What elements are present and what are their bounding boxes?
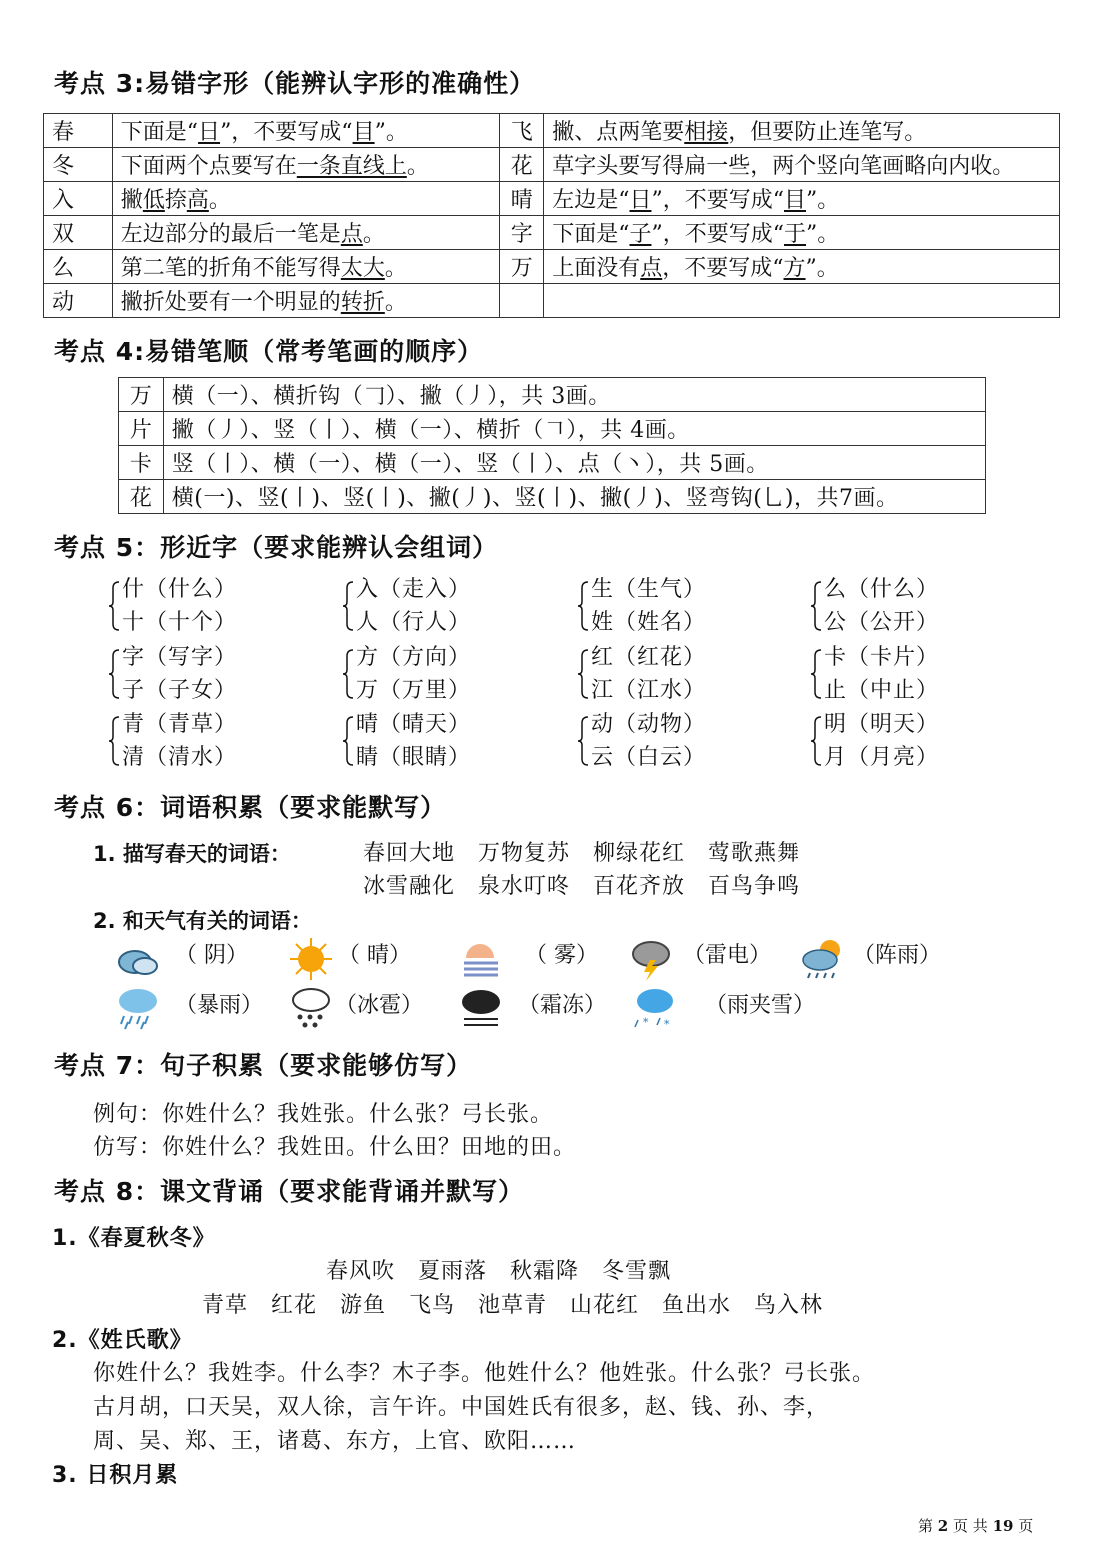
desc-cell: 撇折处要有一个明显的转折。: [112, 284, 500, 318]
brace-icon: [810, 715, 822, 767]
similar-char-pair: [577, 708, 706, 774]
char-word-2: 止（中止）: [824, 678, 940, 703]
char-word-1: 方（方向）: [356, 645, 472, 670]
desc-cell: 下面是“日”，不要写成“目”。: [112, 114, 500, 148]
section8-title: 考点 8：课文背诵（要求能背诵并默写）: [54, 1177, 525, 1206]
weather-label: （暴雨）: [175, 993, 264, 1018]
char-word-2: 清（清水）: [122, 745, 238, 770]
similar-char-pair: [810, 708, 939, 774]
weather-label: （ 阴）: [175, 943, 248, 968]
shower-icon: [800, 936, 846, 982]
table-row: [44, 114, 1060, 148]
svg-text:*: *: [643, 1016, 649, 1029]
brace-icon: [577, 580, 589, 632]
similar-char-pair: [342, 573, 471, 639]
stroke-order-cell: 竖（丨）、横（一）、横（一）、竖（丨）、点（丶），共 5画。: [163, 446, 985, 480]
char-cell: 么: [44, 250, 113, 284]
char-cell: 万: [119, 378, 164, 412]
char-word-1: 入（走入）: [356, 577, 472, 602]
table-row: [44, 148, 1060, 182]
brace-icon: [342, 580, 354, 632]
weather-label: （阵雨）: [853, 943, 942, 968]
heavy-rain-icon: [115, 984, 161, 1030]
char-cell: 双: [44, 216, 113, 250]
glyph-error-table: [43, 113, 1060, 318]
weather-label: （雨夹雪）: [705, 993, 816, 1018]
brace-icon: [810, 580, 822, 632]
weather-label: （ 晴）: [338, 943, 411, 968]
sun-icon: [288, 936, 334, 982]
char-word-1: 什（什么）: [122, 577, 238, 602]
char-word-2: 子（子女）: [122, 678, 238, 703]
similar-char-pair: [108, 708, 237, 774]
desc-cell: [544, 284, 1060, 318]
weather-label: （雷电）: [683, 943, 772, 968]
poem2-line2: 古月胡，口天吴，双人徐，言午许。中国姓氏有很多，赵、钱、孙、李，: [93, 1395, 830, 1420]
table-row: [119, 378, 986, 412]
table-row: [44, 216, 1060, 250]
brace-icon: [810, 648, 822, 700]
thunder-icon: [628, 936, 674, 982]
similar-char-pair: [108, 641, 237, 707]
char-cell: [500, 284, 544, 318]
poem2-title: 2.《姓氏歌》: [52, 1328, 193, 1353]
char-cell: 片: [119, 412, 164, 446]
char-word-2: 公（公开）: [824, 610, 940, 635]
table-row: [44, 250, 1060, 284]
similar-char-pair: [342, 708, 471, 774]
desc-cell: 下面两个点要写在一条直线上。: [112, 148, 500, 182]
table-row: [119, 446, 986, 480]
desc-cell: 下面是“子”，不要写成“于”。: [544, 216, 1060, 250]
desc-cell: 第二笔的折角不能写得太大。: [112, 250, 500, 284]
char-word-1: 红（红花）: [591, 645, 707, 670]
fog-icon: [458, 936, 504, 982]
page-footer: 第 2 页 共 19 页: [918, 1517, 1034, 1535]
char-word-2: 睛（眼睛）: [356, 745, 472, 770]
desc-cell: 左边是“日”，不要写成“目”。: [544, 182, 1060, 216]
poem1-line1: 春风吹 夏雨落 秋霜降 冬雪飘: [326, 1259, 672, 1284]
char-word-2: 姓（姓名）: [591, 610, 707, 635]
poem1-line2: 青草 红花 游鱼 飞鸟 池草青 山花红 鱼出水 鸟入林: [202, 1293, 824, 1318]
brace-icon: [108, 580, 120, 632]
spring-words-row1: 春回大地 万物复苏 柳绿花红 莺歌燕舞: [363, 841, 801, 866]
char-cell: 字: [500, 216, 544, 250]
sleet-icon: [630, 984, 676, 1030]
char-word-1: 晴（晴天）: [356, 712, 472, 737]
char-word-2: 十（十个）: [122, 610, 238, 635]
weather-label: （ 雾）: [525, 943, 598, 968]
brace-icon: [108, 648, 120, 700]
char-word-2: 月（月亮）: [824, 745, 940, 770]
desc-cell: 撇低捺高。: [112, 182, 500, 216]
char-word-2: 万（万里）: [356, 678, 472, 703]
char-cell: 卡: [119, 446, 164, 480]
section7-title: 考点 7：句子积累（要求能够仿写）: [54, 1051, 473, 1080]
char-cell: 万: [500, 250, 544, 284]
poem2-line3: 周、吴、郑、王，诸葛、东方，上官、欧阳……: [93, 1429, 577, 1454]
weather-words-label: 2. 和天气有关的词语：: [93, 909, 312, 933]
brace-icon: [342, 715, 354, 767]
stroke-order-cell: 横(一)、竖(丨)、竖(丨)、撇(丿)、竖(丨)、撇(丿)、竖弯钩(乚)，共7画。: [163, 480, 985, 514]
brace-icon: [577, 715, 589, 767]
similar-char-pair: [577, 641, 706, 707]
table-row: [119, 412, 986, 446]
brace-icon: [577, 648, 589, 700]
table-row: [44, 182, 1060, 216]
poem2-line1: 你姓什么？我姓李。什么李？木子李。他姓什么？他姓张。什么张？弓长张。: [93, 1361, 876, 1386]
similar-char-pair: [108, 573, 237, 639]
char-word-1: 卡（卡片）: [824, 645, 940, 670]
spring-words-row2: 冰雪融化 泉水叮咚 百花齐放 百鸟争鸣: [363, 874, 801, 899]
svg-text:*: *: [664, 1018, 670, 1030]
char-cell: 飞: [500, 114, 544, 148]
char-cell: 花: [119, 480, 164, 514]
poem1-title: 1.《春夏秋冬》: [52, 1226, 216, 1251]
char-word-2: 人（行人）: [356, 610, 472, 635]
desc-cell: 草字头要写得扁一些，两个竖向笔画略向内收。: [544, 148, 1060, 182]
char-cell: 晴: [500, 182, 544, 216]
char-word-1: 字（写字）: [122, 645, 238, 670]
similar-char-pair: [342, 641, 471, 707]
weather-label: （冰雹）: [335, 993, 424, 1018]
char-cell: 春: [44, 114, 113, 148]
char-cell: 动: [44, 284, 113, 318]
desc-cell: 撇、点两笔要相接，但要防止连笔写。: [544, 114, 1060, 148]
section4-title: 考点 4:易错笔顺（常考笔画的顺序）: [54, 337, 484, 366]
char-word-2: 江（江水）: [591, 678, 707, 703]
char-cell: 入: [44, 182, 113, 216]
similar-char-pair: [810, 573, 939, 639]
desc-cell: 左边部分的最后一笔是点。: [112, 216, 500, 250]
char-word-2: 云（白云）: [591, 745, 707, 770]
imitation-sentence: 仿写：你姓什么？我姓田。什么田？田地的田。: [93, 1135, 577, 1160]
cloudy-icon: [115, 936, 161, 982]
char-word-1: 生（生气）: [591, 577, 707, 602]
weather-label: （霜冻）: [518, 993, 607, 1018]
frost-icon: [458, 984, 504, 1030]
char-word-1: 么（什么）: [824, 577, 940, 602]
char-cell: 花: [500, 148, 544, 182]
section6-title: 考点 6：词语积累（要求能默写）: [54, 793, 447, 822]
table-row: [119, 480, 986, 514]
char-word-1: 动（动物）: [591, 712, 707, 737]
spring-words-label: 1. 描写春天的词语：: [93, 842, 291, 866]
section8-item3-title: 3. 日积月累: [52, 1463, 179, 1488]
brace-icon: [342, 648, 354, 700]
char-word-1: 青（青草）: [122, 712, 238, 737]
char-cell: 冬: [44, 148, 113, 182]
section3-title: 考点 3:易错字形（能辨认字形的准确性）: [54, 69, 536, 98]
stroke-order-cell: 横（一）、横折钩（𠃌）、撇（丿），共 3画。: [163, 378, 985, 412]
similar-char-pair: [810, 641, 939, 707]
table-row: [44, 284, 1060, 318]
section5-title: 考点 5：形近字（要求能辨认会组词）: [54, 533, 499, 562]
similar-char-pair: [577, 573, 706, 639]
stroke-order-table: [118, 377, 986, 514]
example-sentence: 例句：你姓什么？我姓张。什么张？弓长张。: [93, 1102, 554, 1127]
char-word-1: 明（明天）: [824, 712, 940, 737]
stroke-order-cell: 撇（丿）、竖（丨）、横（一）、横折（𠃍），共 4画。: [163, 412, 985, 446]
desc-cell: 上面没有点，不要写成“方”。: [544, 250, 1060, 284]
hail-icon: [288, 984, 334, 1030]
brace-icon: [108, 715, 120, 767]
